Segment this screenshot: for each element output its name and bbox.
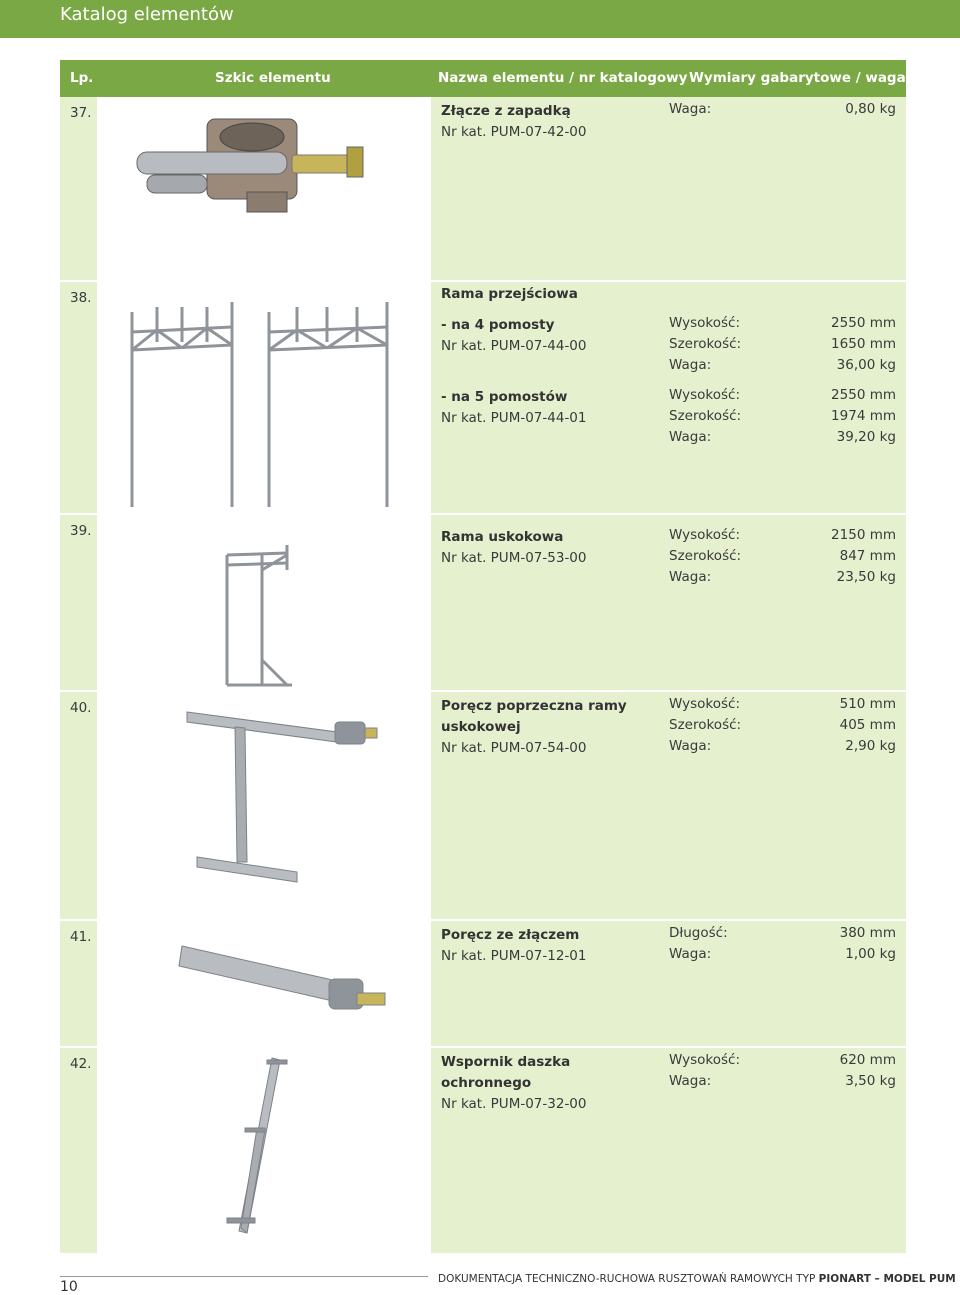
dim-value: 1,00 kg: [845, 946, 896, 962]
page-title: Katalog elementów: [60, 4, 234, 25]
dim-label: Wysokość:: [669, 527, 740, 543]
footer-doc-brand: PIONART – MODEL PUM: [818, 1273, 956, 1285]
table-row-42: [60, 1048, 906, 1253]
dims-cell: [661, 692, 906, 919]
row-number: 40.: [70, 700, 92, 716]
transition-frame-image: [97, 282, 431, 513]
dim-label: Wysokość:: [669, 387, 740, 403]
sketch-cell: [97, 921, 431, 1046]
row-number: 42.: [70, 1056, 92, 1072]
dim-label: Wysokość:: [669, 696, 740, 712]
col-lp: Lp.: [70, 70, 94, 86]
catalog-number: Nr kat. PUM-07-54-00: [441, 740, 587, 756]
dim-value: 380 mm: [839, 925, 896, 941]
name-cell: [433, 515, 659, 690]
dim-value: 847 mm: [839, 548, 896, 564]
sketch-cell: [97, 282, 431, 513]
cross-guardrail-image: [97, 692, 431, 919]
col-name: Nazwa elementu / nr katalogowy: [438, 70, 688, 86]
dim-label: Waga:: [669, 101, 712, 117]
dims-cell: [661, 921, 906, 1046]
dim-value: 620 mm: [839, 1052, 896, 1068]
dim-label: Wysokość:: [669, 1052, 740, 1068]
step-frame-image: [97, 515, 431, 690]
protective-roof-bracket-image: [97, 1048, 431, 1253]
dims-cell: [661, 1048, 906, 1253]
catalog-number: Nr kat. PUM-07-42-00: [441, 124, 587, 140]
table-row-38: [60, 282, 906, 513]
catalog-number: Nr kat. PUM-07-32-00: [441, 1096, 587, 1112]
catalog-number: Nr kat. PUM-07-53-00: [441, 550, 587, 566]
dims-cell: [661, 515, 906, 690]
variant-name: - na 5 pomostów: [441, 389, 568, 405]
table-row-39: [60, 515, 906, 690]
element-name: Poręcz ze złączem: [441, 927, 580, 943]
dim-label: Szerokość:: [669, 336, 742, 352]
footer-doc-prefix: DOKUMENTACJA TECHNICZNO-RUCHOWA RUSZTOWAŃ RAMOWYCH TYP: [438, 1273, 819, 1285]
sketch-cell: [97, 692, 431, 919]
dim-label: Waga:: [669, 946, 712, 962]
dim-label: Długość:: [669, 925, 728, 941]
header-bar: [0, 0, 960, 38]
element-name: Złącze z zapadką: [441, 103, 571, 119]
name-cell: [433, 97, 659, 280]
catalog-number: Nr kat. PUM-07-44-00: [441, 338, 587, 354]
guardrail-coupler-image: [97, 921, 431, 1046]
catalog-number: Nr kat. PUM-07-44-01: [441, 410, 587, 426]
dim-label: Szerokość:: [669, 548, 742, 564]
dims-cell: [661, 282, 906, 513]
dim-label: Waga:: [669, 1073, 712, 1089]
dim-value: 1974 mm: [831, 408, 896, 424]
variant-name: - na 4 pomosty: [441, 317, 555, 333]
page-number: 10: [60, 1279, 78, 1295]
row-number: 39.: [70, 523, 92, 539]
sketch-cell: [97, 97, 431, 280]
dim-value: 36,00 kg: [836, 357, 896, 373]
dim-value: 2550 mm: [831, 315, 896, 331]
element-name-cont: uskokowej: [441, 719, 521, 735]
dim-value: 39,20 kg: [836, 429, 896, 445]
name-cell: [433, 282, 659, 513]
table-row-40: [60, 692, 906, 919]
dim-value: 1650 mm: [831, 336, 896, 352]
footer-divider: [60, 1276, 428, 1277]
element-name: Rama przejściowa: [441, 286, 578, 302]
row-number: 41.: [70, 929, 92, 945]
name-cell: [433, 692, 659, 919]
row-number: 37.: [70, 105, 92, 121]
dim-value: 2150 mm: [831, 527, 896, 543]
dim-value: 3,50 kg: [845, 1073, 896, 1089]
dim-label: Szerokość:: [669, 408, 742, 424]
dim-value: 510 mm: [839, 696, 896, 712]
name-cell: [433, 1048, 659, 1253]
dim-value: 2,90 kg: [845, 738, 896, 754]
name-cell: [433, 921, 659, 1046]
table-row-37: [60, 97, 906, 280]
dim-value: 2550 mm: [831, 387, 896, 403]
element-name: Poręcz poprzeczna ramy: [441, 698, 627, 714]
dim-value: 23,50 kg: [836, 569, 896, 585]
dims-cell: [661, 97, 906, 280]
dim-label: Waga:: [669, 357, 712, 373]
dim-label: Wysokość:: [669, 315, 740, 331]
dim-label: Waga:: [669, 429, 712, 445]
table-header: [60, 60, 906, 97]
col-sketch: Szkic elementu: [215, 70, 331, 86]
dim-label: Waga:: [669, 738, 712, 754]
element-name: Rama uskokowa: [441, 529, 564, 545]
sketch-cell: [97, 1048, 431, 1253]
dim-value: 405 mm: [839, 717, 896, 733]
dim-label: Szerokość:: [669, 717, 742, 733]
dim-value: 0,80 kg: [845, 101, 896, 117]
element-name: Wspornik daszka ochronnego: [441, 1054, 571, 1091]
table-row-41: [60, 921, 906, 1046]
coupler-latch-image: [97, 97, 431, 280]
row-number: 38.: [70, 290, 92, 306]
col-dims: Wymiary gabarytowe / waga: [689, 70, 906, 86]
sketch-cell: [97, 515, 431, 690]
dim-label: Waga:: [669, 569, 712, 585]
footer-document-title: [438, 1273, 956, 1285]
catalog-number: Nr kat. PUM-07-12-01: [441, 948, 587, 964]
